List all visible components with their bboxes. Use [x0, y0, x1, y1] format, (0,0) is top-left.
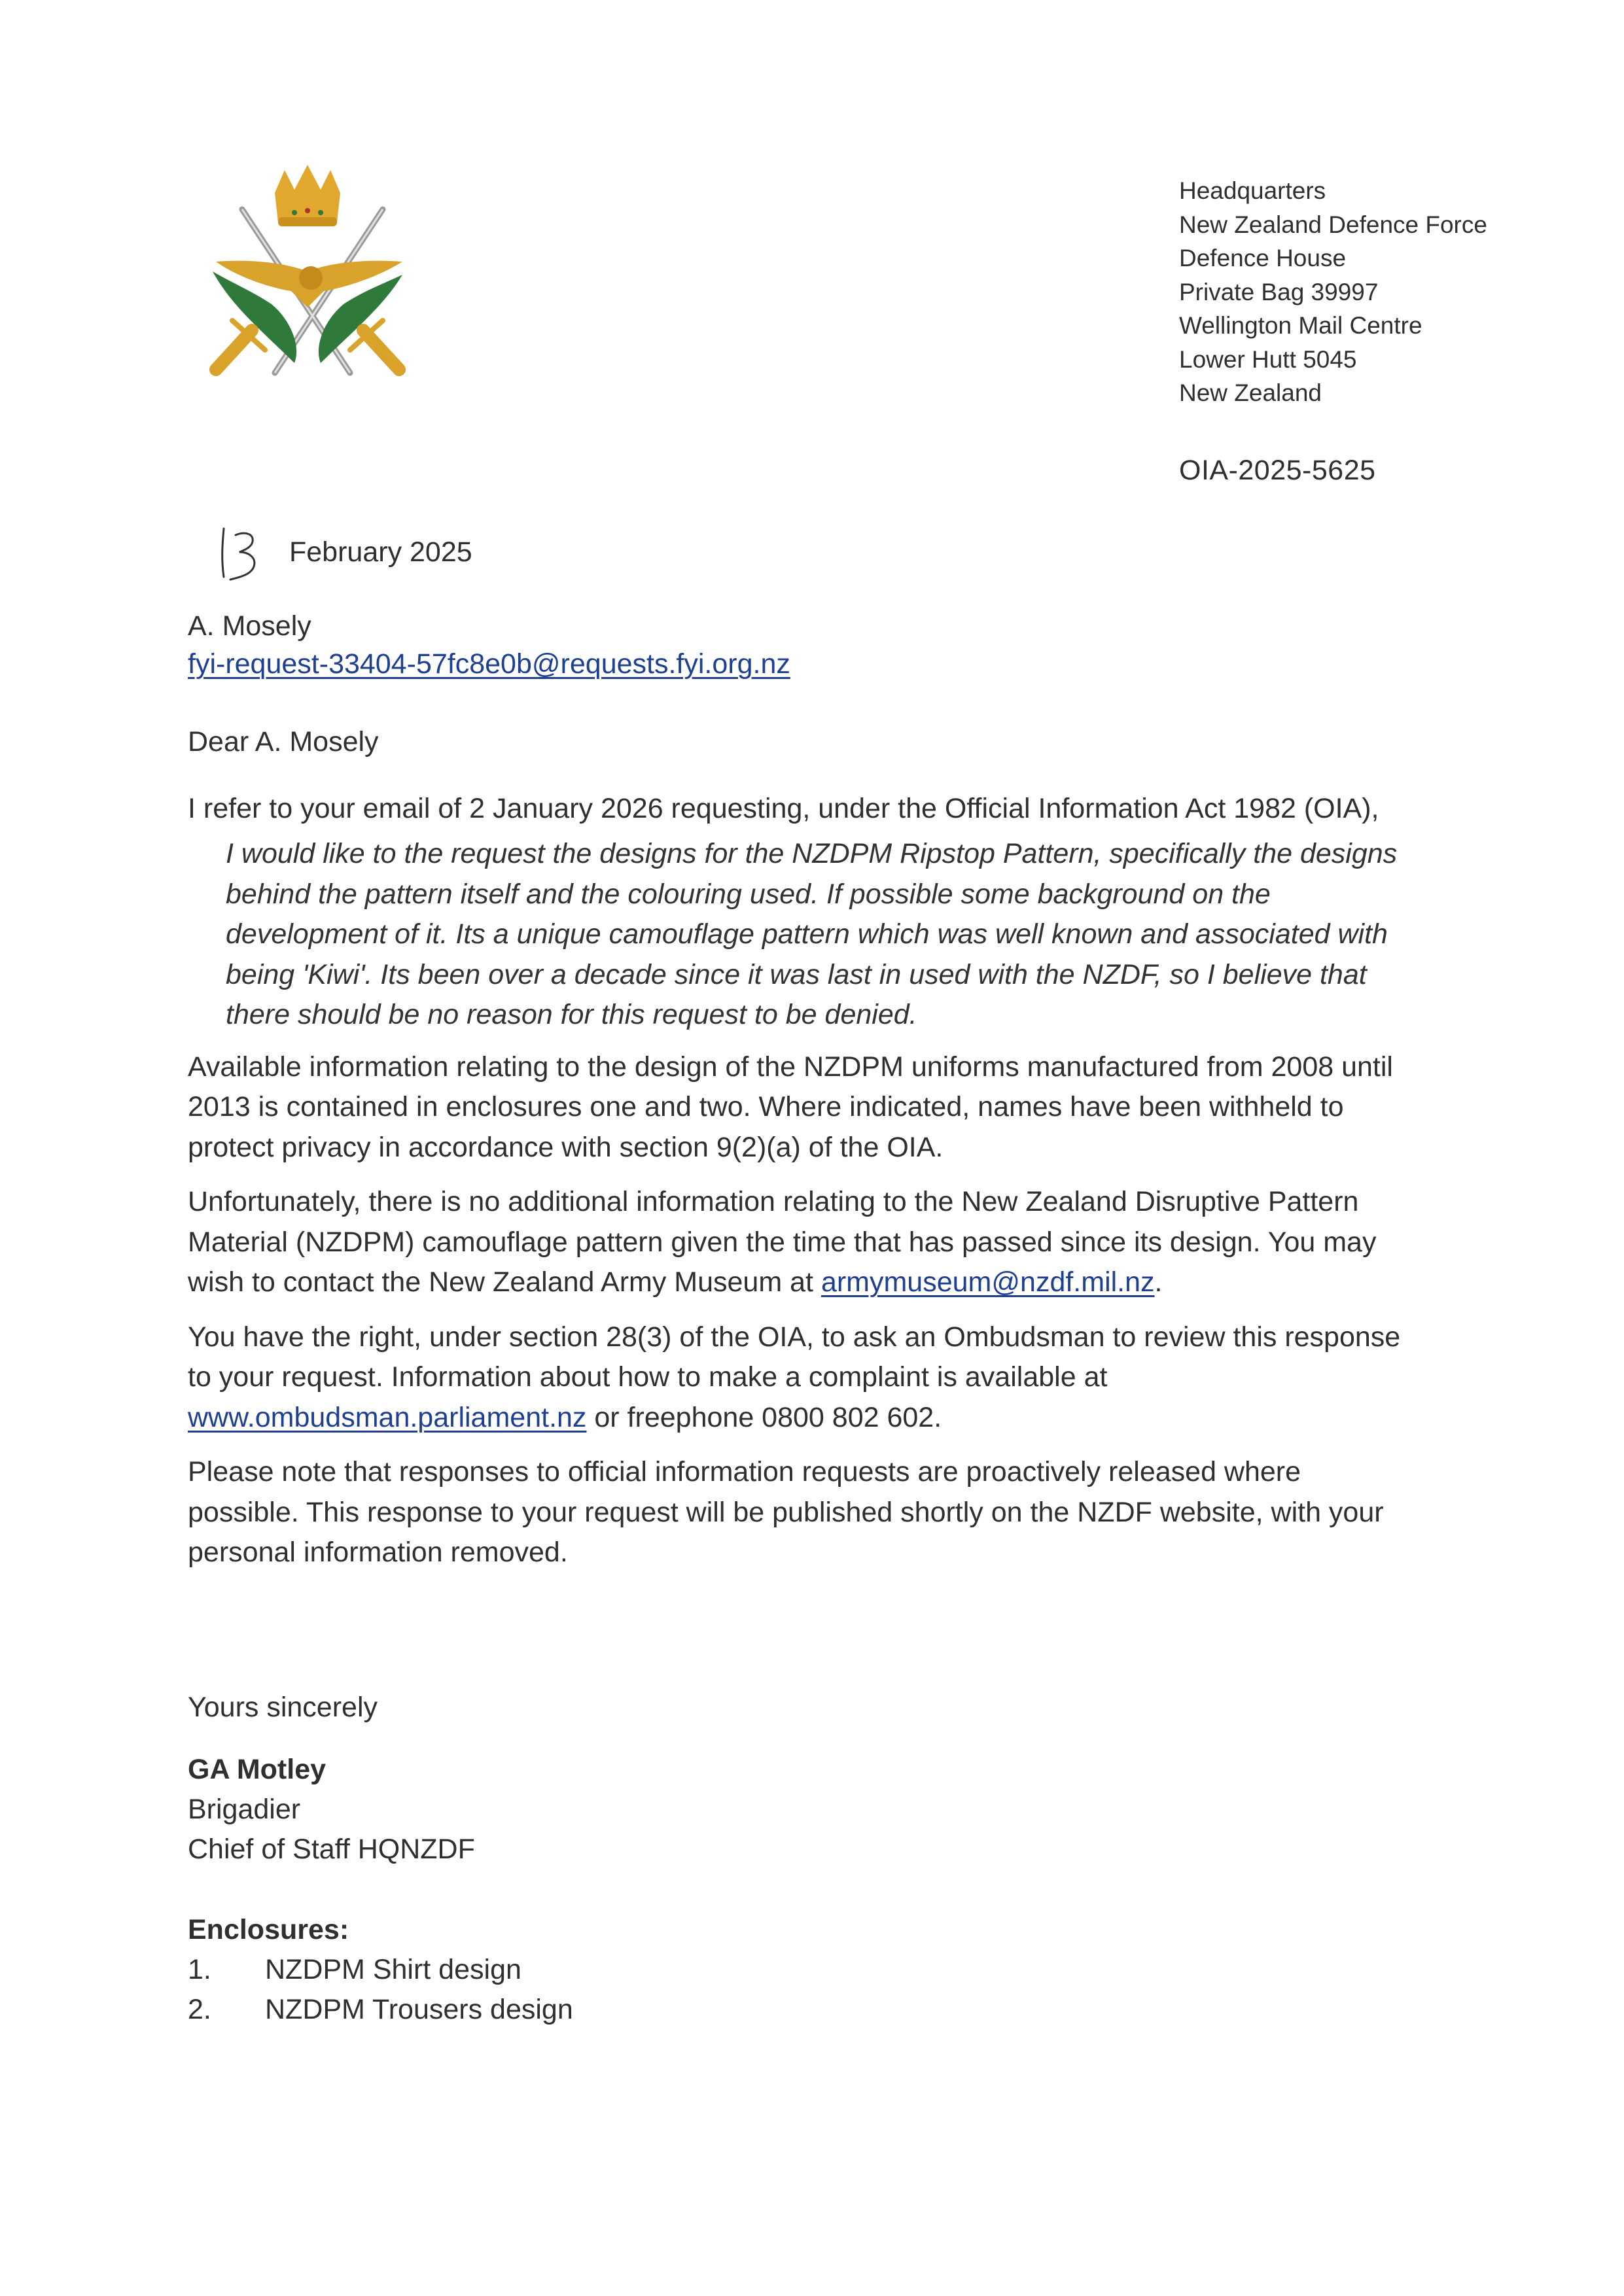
enclosure-item	[188, 1990, 573, 2030]
handwritten-day	[216, 523, 268, 582]
freephone-text: or freephone 0800 802 602.	[586, 1401, 942, 1433]
signatory-name: GA Motley	[188, 1754, 327, 1785]
enclosure-number: 2.	[188, 1994, 211, 2025]
nzdf-crest-icon	[186, 157, 429, 399]
request-quote: I would like to the request the designs for the NZDPM Ripstop Pattern, specifically the designs behind the pattern itself and the colouring used. If possible some background on the development of it. Its a unique camouflage pattern which was well known and associated with being 'Kiwi'. Its been over a decade since it was last in used with the NZDF, so I believe that there should be no reason for this request to be denied.	[226, 838, 1398, 1030]
address-line: Headquarters	[1179, 177, 1326, 204]
salutation: Dear A. Mosely	[188, 726, 379, 757]
address-line: Lower Hutt 5045	[1179, 345, 1357, 373]
date-month-year: February 2025	[289, 536, 472, 568]
letter-body	[188, 722, 1418, 1588]
enclosures-heading: Enclosures:	[188, 1914, 349, 1945]
ombudsman-website-link[interactable]: www.ombudsman.parliament.nz	[188, 1401, 587, 1433]
signatory-title: Chief of Staff HQNZDF	[188, 1834, 475, 1865]
recipient-block	[188, 607, 790, 683]
address-line: Defence House	[1179, 245, 1347, 271]
closing-block	[188, 1688, 573, 2030]
enclosure-label: NZDPM Trousers design	[265, 1994, 573, 2025]
paragraph-text: Unfortunately, there is no additional information relating to the New Zealand Disruptive Pattern Material (NZDPM) camouflage pattern given the time that has passed since its design. You may wish to contact the New Zealand Army Museum at	[188, 1186, 1377, 1298]
address-line: New Zealand Defence Force	[1179, 211, 1487, 238]
address-line: Wellington Mail Centre	[1179, 312, 1422, 339]
address-line: Private Bag 39997	[1179, 278, 1379, 305]
recipient-name: A. Mosely	[188, 610, 311, 642]
army-museum-email-link[interactable]: armymuseum@nzdf.mil.nz	[821, 1266, 1155, 1298]
signatory-rank: Brigadier	[188, 1794, 301, 1825]
ombudsman-rights-paragraph	[188, 1317, 1418, 1438]
sign-off: Yours sincerely	[188, 1692, 378, 1723]
reference-number: OIA-2025-5625	[1179, 455, 1376, 486]
proactive-release-paragraph: Please note that responses to official information requests are proactively released where possible. This response to your request will be published shortly on the NZDF website, with your personal information removed.	[188, 1456, 1384, 1568]
sender-address	[1179, 174, 1487, 410]
recipient-email-link[interactable]: fyi-request-33404-57fc8e0b@requests.fyi.org.nz	[188, 648, 790, 680]
enclosure-label: NZDPM Shirt design	[265, 1954, 521, 1985]
available-info-paragraph: Available information relating to the design of the NZDPM uniforms manufactured from 2008 until 2013 is contained in enclosures one and two. Where indicated, names have been withheld to protect privacy in accordance with section 9(2)(a) of the OIA.	[188, 1051, 1393, 1163]
intro-paragraph: I refer to your email of 2 January 2026 requesting, under the Official Information Act 1982 (OIA),	[188, 792, 1379, 824]
enclosure-number: 1.	[188, 1954, 211, 1985]
address-line: New Zealand	[1179, 379, 1322, 406]
punctuation: .	[1154, 1266, 1163, 1298]
no-additional-info-paragraph	[188, 1182, 1418, 1303]
paragraph-text: You have the right, under section 28(3) of the OIA, to ask an Ombudsman to review this response to your request. Information about how to make a complaint is available at	[188, 1321, 1401, 1393]
enclosure-item	[188, 1950, 573, 1990]
